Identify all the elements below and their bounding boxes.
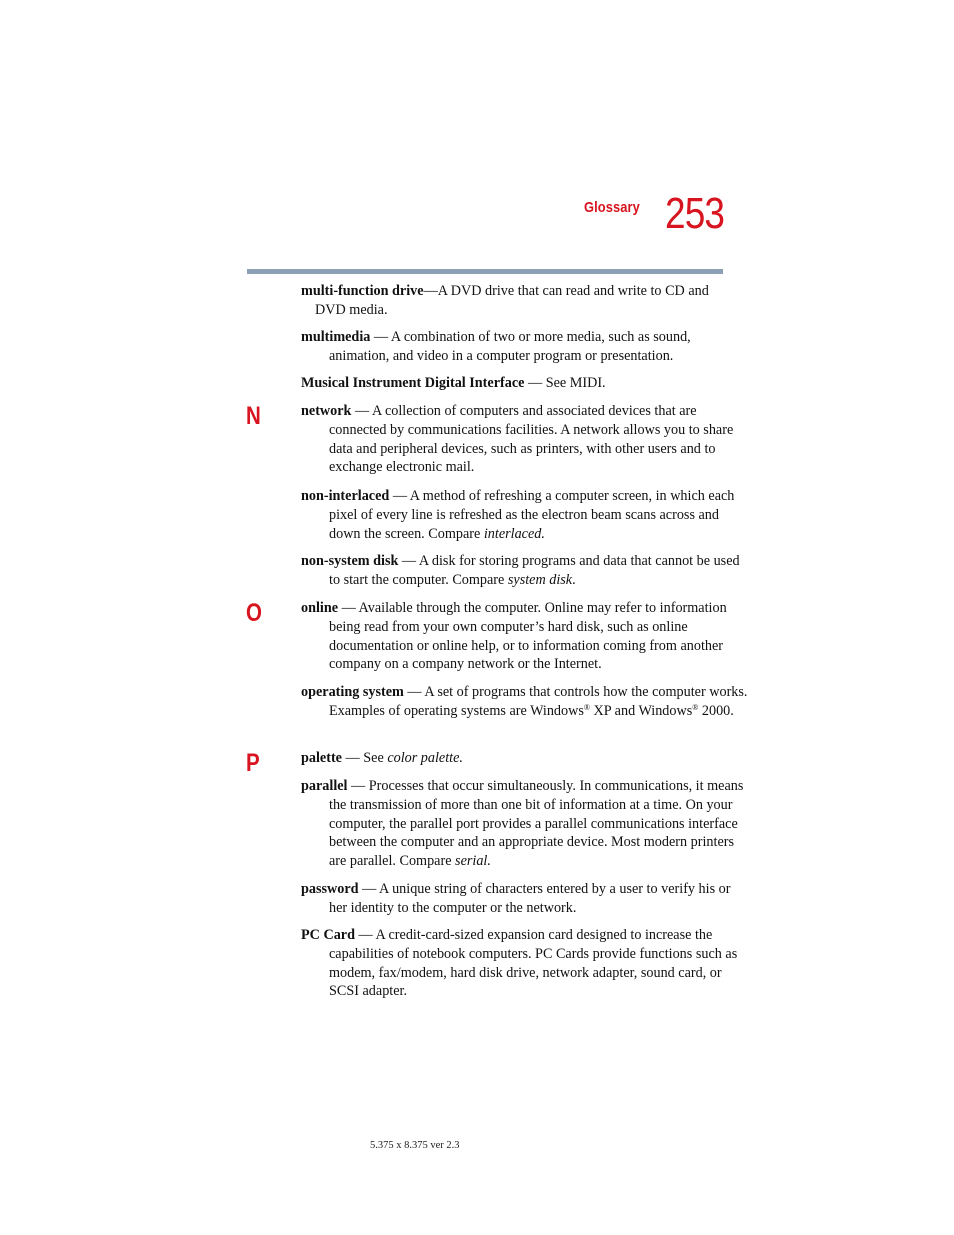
registered-mark: ® bbox=[583, 702, 590, 712]
entry-cross-reference: interlaced. bbox=[483, 525, 545, 542]
entry-definition: — A disk for storing programs and data that cannot be used to start the computer. Compare bbox=[329, 553, 740, 588]
glossary-entry-parallel bbox=[301, 777, 751, 871]
entry-definition: — See bbox=[341, 750, 388, 766]
header-rule bbox=[247, 269, 723, 274]
entry-definition-continued: XP and Windows bbox=[589, 702, 693, 719]
entry-cross-reference: serial. bbox=[455, 853, 491, 870]
entry-term: PC Card bbox=[301, 927, 355, 943]
entry-term: operating system bbox=[301, 684, 404, 700]
glossary-entry-operating-system bbox=[301, 683, 751, 721]
entry-definition: — A set of programs that controls how the computer works. Examples of operating systems are Windows bbox=[329, 684, 748, 719]
entry-definition: —A DVD drive that can read and write to CD and DVD media. bbox=[315, 283, 709, 318]
entry-definition: — A unique string of characters entered by a user to verify his or her identity to the computer or the network. bbox=[329, 881, 731, 916]
glossary-entry-multimedia bbox=[301, 328, 751, 366]
entry-term: multimedia bbox=[301, 329, 371, 345]
entry-definition: — Processes that occur simultaneously. In communications, it means the transmission of more than one bit of information at a time. On your computer, the parallel port provides a parallel communications interface between the computer and an appropriate device. Most modern printers are parallel. Compare bbox=[329, 778, 744, 870]
page-footer: 5.375 x 8.375 ver 2.3 bbox=[370, 1140, 460, 1151]
entry-definition: — A method of refreshing a computer screen, in which each pixel of every line is refreshed as the electron beam scans across and down the screen. Compare bbox=[329, 488, 735, 542]
entry-term: non-system disk bbox=[301, 553, 399, 569]
entry-definition-end: . bbox=[572, 571, 576, 588]
section-letter-n: N bbox=[246, 402, 261, 430]
glossary-entry-non-interlaced bbox=[301, 487, 751, 543]
page-number: 253 bbox=[665, 189, 725, 238]
entry-definition: — Available through the computer. Online may refer to information being read from your own computer’s hard disk, such as online documentation or online help, or to information coming from another company on a company network or the Internet. bbox=[329, 600, 727, 673]
entry-definition-end: 2000. bbox=[698, 702, 734, 719]
glossary-entry-online bbox=[301, 599, 751, 674]
entry-definition: — A combination of two or more media, such as sound, animation, and video in a computer program or presentation. bbox=[329, 329, 691, 364]
entry-term: non-interlaced bbox=[301, 488, 390, 504]
registered-mark: ® bbox=[692, 702, 699, 712]
entry-term: parallel bbox=[301, 778, 348, 794]
glossary-entry-midi bbox=[301, 374, 751, 393]
glossary-entry-multi-function-drive bbox=[301, 282, 737, 320]
entry-term: online bbox=[301, 600, 339, 616]
section-letter-o: O bbox=[246, 599, 262, 627]
entry-term: network bbox=[301, 403, 352, 419]
entry-term: Musical Instrument Digital Interface bbox=[301, 375, 525, 391]
entry-definition: — A collection of computers and associated devices that are connected by communications facilities. A network allows you to share data and peripheral devices, such as printers, with other users and to exchange electronic mail. bbox=[329, 403, 734, 476]
entry-definition: — A credit-card-sized expansion card designed to increase the capabilities of notebook computers. PC Cards provide functions such as modem, fax/modem, hard disk drive, network adapter, sound card, or SCSI adapter. bbox=[329, 927, 738, 1000]
glossary-entry-pc-card bbox=[301, 926, 751, 1001]
glossary-entry-palette bbox=[301, 749, 751, 768]
entry-term: multi-function drive bbox=[301, 283, 424, 299]
entry-term: palette bbox=[301, 750, 342, 766]
entry-cross-reference: color palette. bbox=[387, 750, 463, 766]
glossary-entry-password bbox=[301, 880, 751, 918]
entry-term: password bbox=[301, 881, 359, 897]
section-title: Glossary bbox=[584, 199, 640, 216]
glossary-entry-non-system-disk bbox=[301, 552, 751, 590]
section-letter-p: P bbox=[246, 749, 260, 777]
entry-definition: — See MIDI. bbox=[524, 375, 606, 391]
entry-cross-reference: system disk bbox=[507, 571, 573, 588]
glossary-entry-network bbox=[301, 402, 751, 477]
